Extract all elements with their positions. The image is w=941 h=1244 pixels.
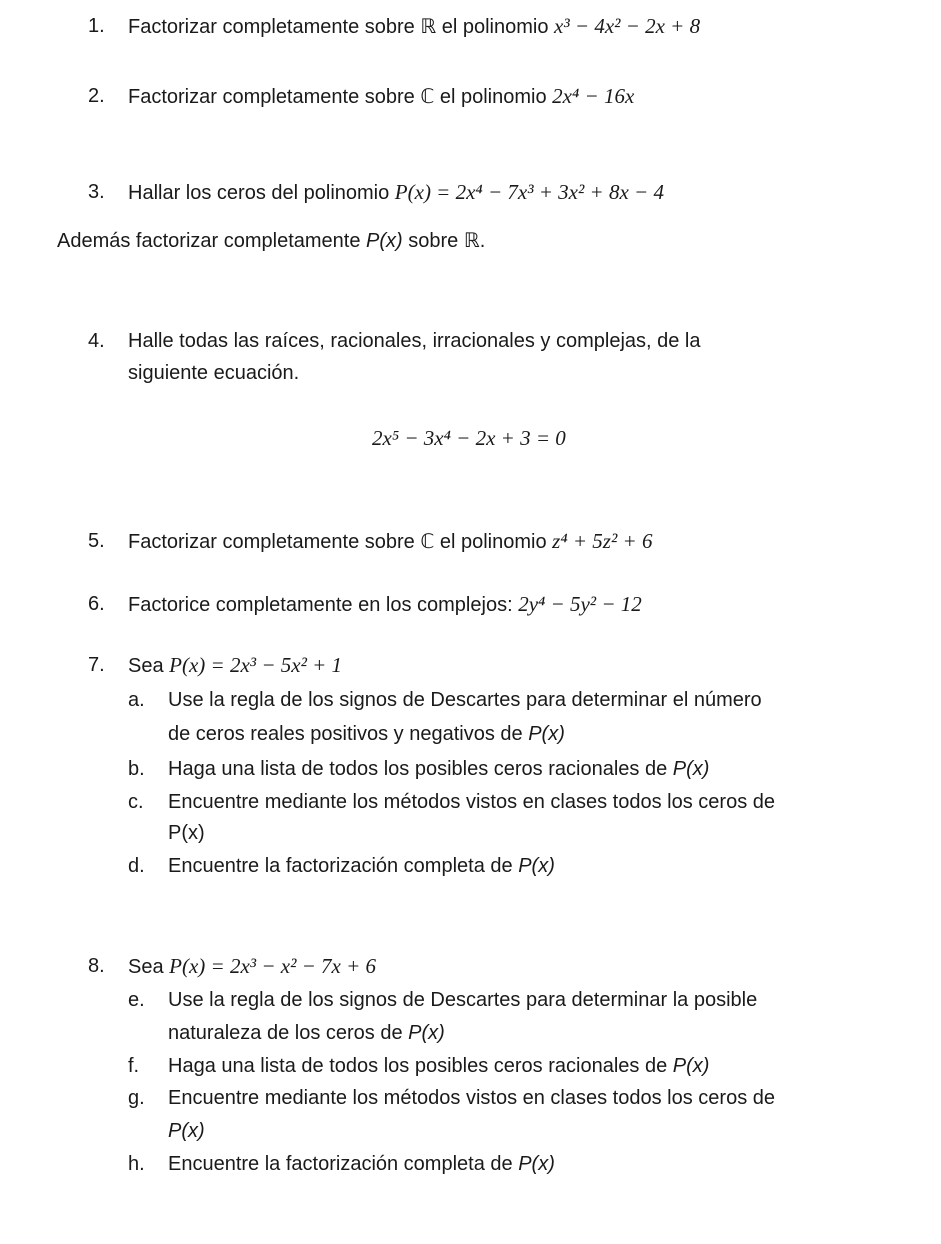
subitem-letter: c. bbox=[128, 791, 144, 813]
subitem-text: Haga una lista de todos los posibles ceros racionales de bbox=[168, 1055, 668, 1077]
subitem-letter: a. bbox=[128, 689, 145, 711]
px-ref: P(x) bbox=[528, 723, 565, 745]
problem-text: Factorizar completamente sobre ℂ el polinomio bbox=[128, 86, 547, 108]
problem-text: Factorizar completamente sobre ℂ el polinomio bbox=[128, 531, 547, 553]
subitem-letter: d. bbox=[128, 855, 145, 877]
polynomial: P(x) = 2x⁴ − 7x³ + 3x² + 8x − 4 bbox=[394, 180, 664, 204]
subitem-letter: g. bbox=[128, 1087, 145, 1109]
px-ref: P(x) bbox=[672, 758, 710, 780]
subitem-text: Encuentre mediante los métodos vistos en clases todos los ceros de bbox=[168, 791, 775, 813]
problem-text: Factorice completamente en los complejos: bbox=[128, 594, 513, 616]
problem-number: 6. bbox=[88, 593, 105, 615]
problem-text: Sea bbox=[128, 655, 164, 677]
subitem-text: Encuentre la factorización completa de bbox=[168, 855, 513, 877]
px-ref: P(x) bbox=[672, 1055, 710, 1077]
subitem-letter: h. bbox=[128, 1153, 145, 1175]
problem-number: 2. bbox=[88, 85, 105, 107]
subitem-letter: b. bbox=[128, 758, 145, 780]
subitem-text: de ceros reales positivos y negativos de bbox=[168, 723, 523, 745]
px-ref: P(x) bbox=[518, 855, 555, 877]
subitem-letter: e. bbox=[128, 989, 145, 1011]
problem-text: Sea bbox=[128, 956, 164, 978]
problem-number: 5. bbox=[88, 530, 105, 552]
subitem-text: Encuentre mediante los métodos vistos en clases todos los ceros de bbox=[168, 1087, 775, 1109]
px-ref: P(x) bbox=[518, 1153, 555, 1175]
problem-text: Hallar los ceros del polinomio bbox=[128, 182, 390, 204]
polynomial: P(x) = 2x³ − 5x² + 1 bbox=[169, 653, 343, 677]
problem-text: Halle todas las raíces, racionales, irracionales y complejas, de la bbox=[128, 330, 701, 352]
problem-number: 1. bbox=[88, 15, 105, 37]
problem-text: siguiente ecuación. bbox=[128, 362, 300, 384]
problem-text: Además factorizar completamente bbox=[57, 230, 361, 252]
polynomial: x³ − 4x² − 2x + 8 bbox=[554, 14, 701, 38]
problem-number: 8. bbox=[88, 955, 105, 977]
polynomial: 2x⁴ − 16x bbox=[552, 84, 635, 108]
problem-number: 3. bbox=[88, 181, 105, 203]
subitem-text: naturaleza de los ceros de bbox=[168, 1022, 403, 1044]
px-ref: P(x) bbox=[168, 1120, 205, 1142]
subitem-letter: f. bbox=[128, 1055, 140, 1077]
problem-text: Factorizar completamente sobre ℝ el polinomio bbox=[128, 16, 549, 38]
polynomial: 2y⁴ − 5y² − 12 bbox=[518, 592, 642, 616]
problem-text: sobre ℝ. bbox=[408, 230, 486, 252]
polynomial: z⁴ + 5z² + 6 bbox=[552, 529, 653, 553]
px-ref: P(x) bbox=[168, 822, 205, 844]
subitem-text: Use la regla de los signos de Descartes para determinar el número bbox=[168, 689, 762, 711]
px-ref: P(x) bbox=[366, 230, 403, 252]
subitem-text: Haga una lista de todos los posibles ceros racionales de bbox=[168, 758, 668, 780]
polynomial: P(x) = 2x³ − x² − 7x + 6 bbox=[169, 954, 377, 978]
subitem-text: Use la regla de los signos de Descartes para determinar la posible bbox=[168, 989, 758, 1011]
problem-number: 4. bbox=[88, 330, 105, 352]
px-ref: P(x) bbox=[408, 1022, 445, 1044]
subitem-text: Encuentre la factorización completa de bbox=[168, 1153, 513, 1175]
equation: 2x⁵ − 3x⁴ − 2x + 3 = 0 bbox=[372, 426, 566, 450]
problem-number: 7. bbox=[88, 654, 105, 676]
